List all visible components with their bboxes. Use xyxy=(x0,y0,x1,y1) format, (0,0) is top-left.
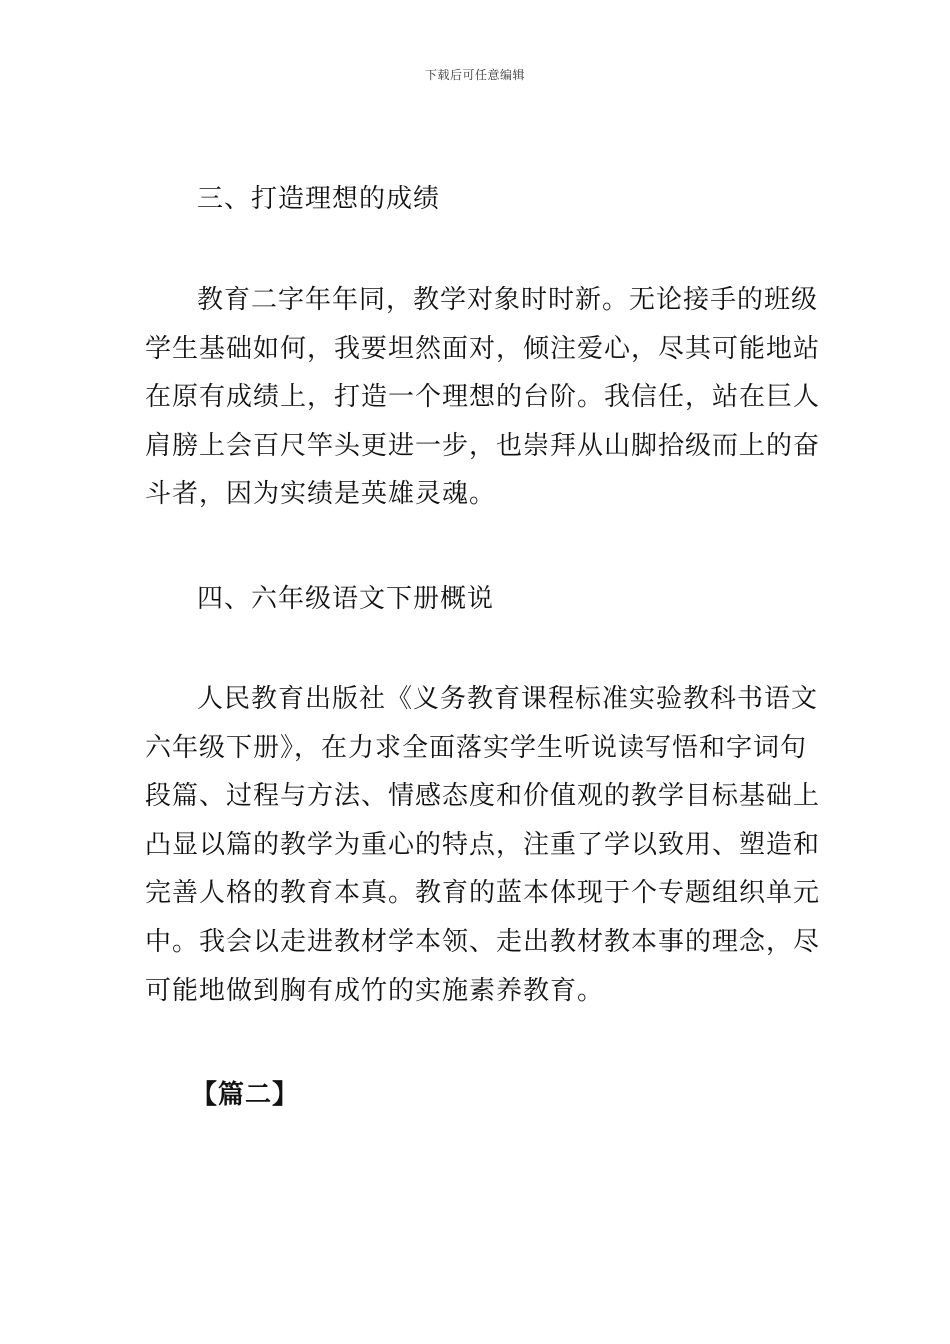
paragraph-line: 可能地做到胸有成竹的实施素养教育。 xyxy=(145,975,605,1006)
paragraph-line: 肩膀上会百尺竿头更进一步，也崇拜从山脚拾级而上的奋 xyxy=(145,430,821,461)
paragraph-line: 六年级下册》，在力求全面落实学生听说读写悟和字词句 xyxy=(145,732,808,763)
paragraph-line: 人民教育出版社《义务教育课程标准实验教科书语文 xyxy=(197,684,819,714)
paragraph-line: 完善人格的教育本真。教育的蓝本体现于个专题组织单元 xyxy=(145,878,821,909)
paragraph-line: 段篇、过程与方法、情感态度和价值观的教学目标基础上 xyxy=(145,781,821,812)
paragraph-line: 凸显以篇的教学为重心的特点，注重了学以致用、塑造和 xyxy=(145,829,821,860)
paragraph-line: 斗者，因为实绩是英雄灵魂。 xyxy=(145,479,497,510)
paragraph-line: 中。我会以走进教材学本领、走出教材教本事的理念，尽 xyxy=(145,926,821,957)
page-header-note: 下载后可任意编辑 xyxy=(424,68,525,82)
paragraph-line: 学生基础如何，我要坦然面对，倾注爱心，尽其可能地站 xyxy=(145,333,821,364)
section-heading-3: 三、打造理想的成绩 xyxy=(197,184,441,214)
section-paragraph-3 xyxy=(145,276,821,519)
section-heading-4: 四、六年级语文下册概说 xyxy=(197,584,495,614)
paragraph-line: 在原有成绩上，打造一个理想的台阶。我信任，站在巨人 xyxy=(145,382,821,413)
section-paragraph-4 xyxy=(145,675,821,1015)
part-marker: 【篇二】 xyxy=(191,1080,300,1110)
paragraph-line: 教育二字年年同，教学对象时时新。无论接手的班级 xyxy=(197,285,819,315)
